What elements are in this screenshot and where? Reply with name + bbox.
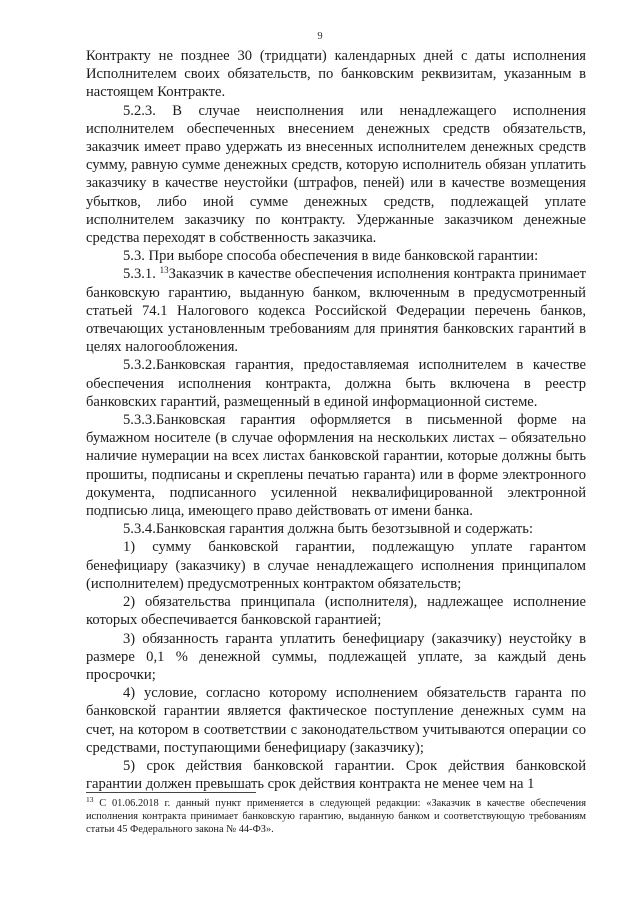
footnote bbox=[86, 797, 586, 837]
clause-text: Заказчик в качестве обеспечения исполнения контракта принимает банковскую гарантию, выданную банком, включенным в предусмотренный статьей 74.1 Налогового кодекса Российской Федерации перечень банков, отвечающих установленным требованиям для принятия банковских гарантий в целях налогообложения. bbox=[86, 266, 586, 356]
contract-body bbox=[86, 47, 586, 793]
footnote-reference: 13 bbox=[159, 265, 169, 276]
list-item-3: 3) обязанность гаранта уплатить бенефициару (заказчику) неустойку в размере 0,1 % денежной суммы, подлежащей уплате, за каждый день просрочки; bbox=[86, 630, 586, 683]
footnote-divider bbox=[86, 792, 256, 793]
clause-5-3-3: 5.3.3.Банковская гарантия оформляется в письменной форме на бумажном носителе (в случае оформления на нескольких листах – обязательно наличие нумерации на всех листах банковской гарантии, которые должны быть прошиты, подписаны и скреплены печатью гаранта) или в форме электронного документа, подписанного усиленной неквалифицированной электронной подписью лица, имеющего право действовать от имени банка. bbox=[86, 412, 586, 520]
clause-5-3-1 bbox=[86, 265, 586, 356]
clause-number: 5.3.1. bbox=[123, 266, 160, 283]
clause-5-3-4: 5.3.4.Банковская гарантия должна быть безотзывной и содержать: bbox=[123, 521, 534, 538]
footnote-mark: 13 bbox=[86, 795, 94, 804]
clause-5-3-2: 5.3.2.Банковская гарантия, предоставляемая исполнителем в качестве обеспечения исполнения контракта, должна быть включена в реестр банковских гарантий, размещенный в единой информационной системе. bbox=[86, 357, 586, 410]
footnote-text: С 01.06.2018 г. данный пункт применяется в следующей редакции: «Заказчик в качестве обеспечения исполнения контракта принимает банковскую гарантию, выданную банком и соответствующую требованиям статьи 45 Федерального закона № 44-ФЗ». bbox=[86, 798, 586, 836]
page-number: 9 bbox=[317, 31, 323, 42]
list-item-2: 2) обязательства принципала (исполнителя), надлежащее исполнение которых обеспечивается банковской гарантией; bbox=[86, 594, 586, 629]
list-item-4: 4) условие, согласно которому исполнением обязательств гаранта по банковской гарантии является фактическое поступление денежных сумм на счет, на котором в соответствии с законодательством учитываются операции со средствами, поступающими бенефициару (заказчику); bbox=[86, 685, 586, 756]
clause-5-2-3: 5.2.3. В случае неисполнения или ненадлежащего исполнения исполнителем обеспеченных внесением денежных средств обязательств, заказчик имеет право удержать из внесенных исполнителем денежных средств сумму, равную сумме денежных средств, которую исполнитель обязан уплатить заказчику в качестве неустойки (штрафов, пеней) или в качестве возмещения убытков, либо иной сумме денежных средств, подлежащей уплате исполнителем заказчику по контракту. Удержанные заказчиком денежные средства переходят в собственность заказчика. bbox=[86, 102, 586, 247]
list-item-1: 1) сумму банковской гарантии, подлежащую уплате гарантом бенефициару (заказчику) в случае ненадлежащего исполнения принципалом (исполнителем) предусмотренных контрактом обязательств; bbox=[86, 539, 586, 592]
clause-5-3: 5.3. При выборе способа обеспечения в виде банковской гарантии: bbox=[123, 248, 539, 265]
list-item-5: 5) срок действия банковской гарантии. Срок действия банковской гарантии должен превышать срок действия контракта не менее чем на 1 bbox=[86, 757, 586, 793]
paragraph: Контракту не позднее 30 (тридцати) календарных дней с даты исполнения Исполнителем своих обязательств, по банковским реквизитам, указанным в настоящем Контракте. bbox=[86, 48, 586, 101]
